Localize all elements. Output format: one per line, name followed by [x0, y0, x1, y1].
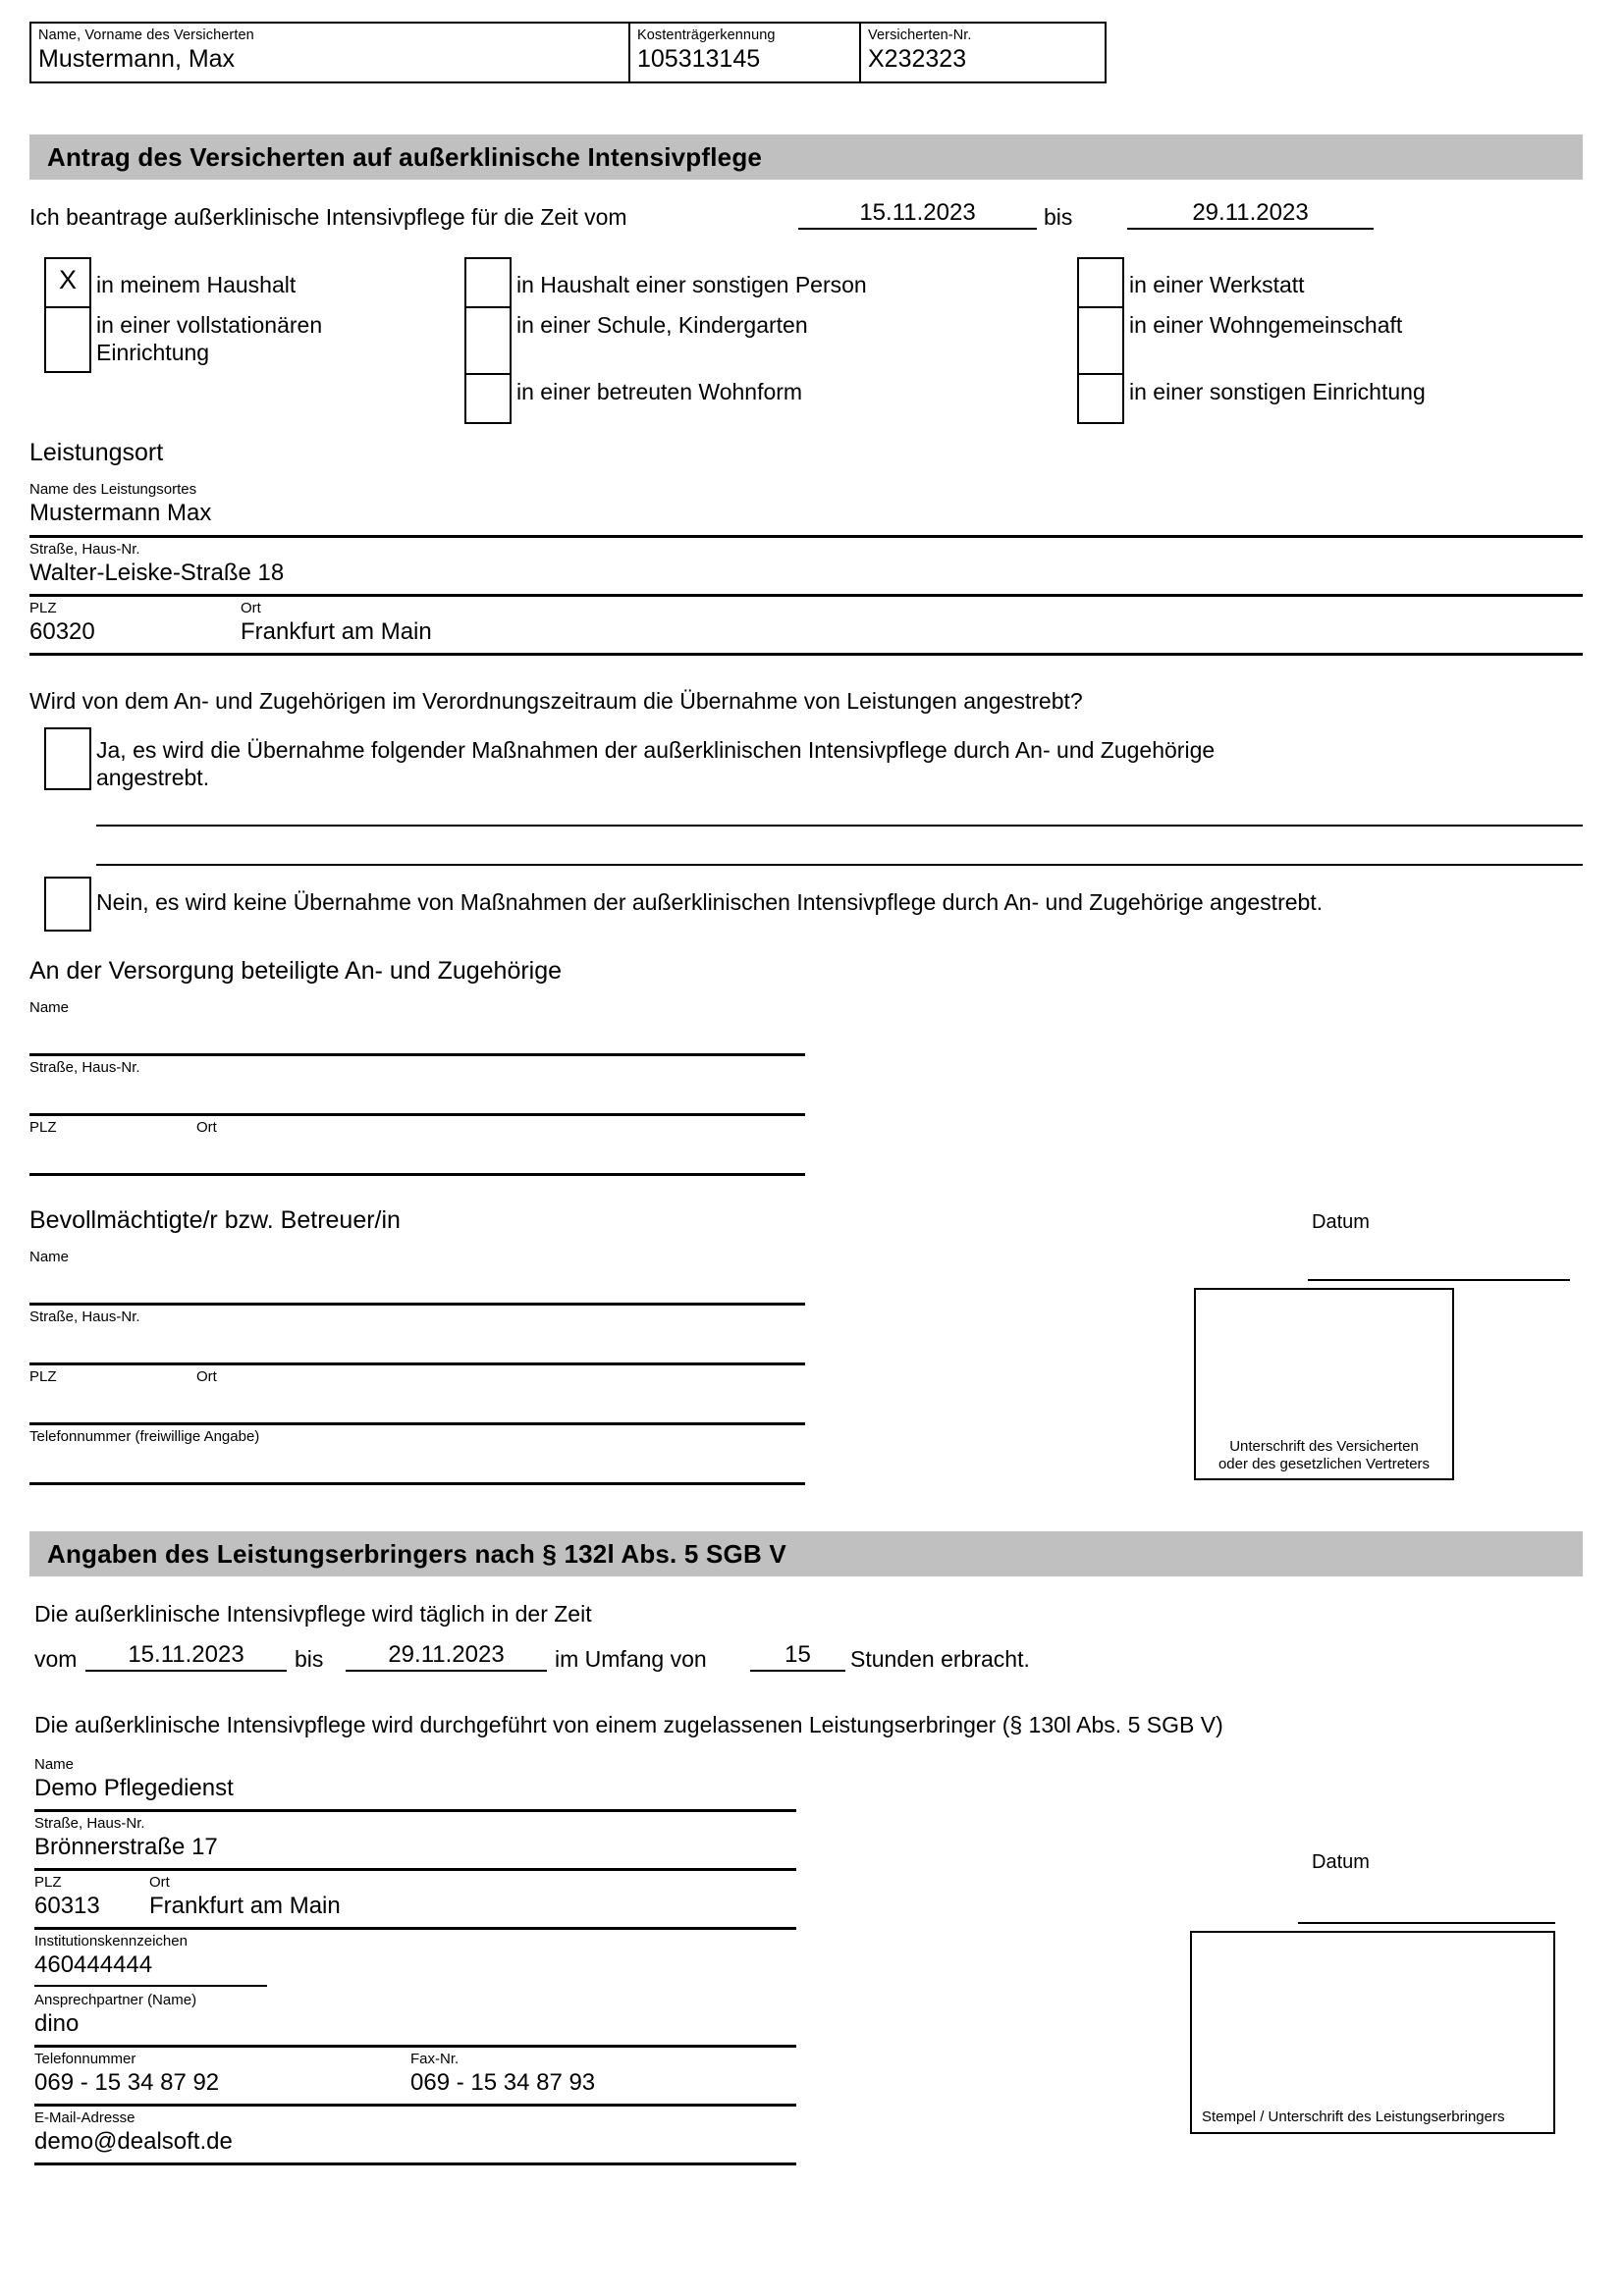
checkbox-in-einer-schule-kindergarten[interactable]: [464, 306, 512, 373]
leistungsort-plzort-rule: [29, 653, 1583, 656]
relatives-street-rule: [29, 1113, 805, 1116]
payer-id-value: 105313145: [637, 45, 761, 73]
label-in-einer-sonstigen-einrichtung: in einer sonstigen Einrichtung: [1129, 379, 1426, 404]
service-period-to[interactable]: 29.11.2023: [346, 1641, 547, 1672]
application-period-mid-label: bis: [1044, 204, 1073, 230]
label-einrichtung: Einrichtung: [96, 340, 210, 365]
provider-phone-label: Telefonnummer: [34, 2051, 136, 2067]
representative-phone-label: Telefonnummer (freiwillige Angabe): [29, 1428, 260, 1445]
checkbox-in-einer-vollstationaeren-einrichtung[interactable]: [44, 306, 91, 373]
leistungsort-plz-value[interactable]: 60320: [29, 618, 95, 645]
insured-header-table: [29, 22, 1107, 83]
provider-plz-value[interactable]: 60313: [34, 1893, 100, 1919]
application-period-prefix: Ich beantrage außerklinische Intensivpflege für die Zeit vom: [29, 204, 627, 230]
leistungsort-street-value[interactable]: Walter-Leiske-Straße 18: [29, 560, 285, 586]
provider-signature-caption: Stempel / Unterschrift des Leistungserbringers: [1202, 2109, 1505, 2125]
relatives-plzort-rule: [29, 1173, 805, 1176]
provider-datum-rule: [1298, 1922, 1555, 1924]
checkbox-in-haushalt-einer-sonstigen-person[interactable]: [464, 257, 512, 306]
service-period-from[interactable]: 15.11.2023: [85, 1641, 287, 1672]
label-in-einer-schule-kindergarten: in einer Schule, Kindergarten: [516, 312, 808, 338]
checkbox-answer-no[interactable]: [44, 877, 91, 932]
provider-fax-value[interactable]: 069 - 15 34 87 93: [410, 2069, 596, 2096]
location-options-column-3: [1077, 257, 1124, 424]
leistungsort-plz-label: PLZ: [29, 600, 57, 616]
provider-contact-rule: [34, 2045, 796, 2048]
checkbox-answer-yes[interactable]: [44, 727, 91, 790]
relatives-street-label: Straße, Haus-Nr.: [29, 1059, 140, 1076]
section1-header-bar: [29, 134, 1583, 180]
checkbox-in-einer-sonstigen-einrichtung[interactable]: [1077, 373, 1124, 424]
payer-id-label: Kostenträgerkennung: [637, 27, 776, 43]
provider-street-label: Straße, Haus-Nr.: [34, 1815, 145, 1832]
provider-phonefax-rule: [34, 2104, 796, 2107]
application-period-to[interactable]: 29.11.2023: [1127, 199, 1374, 230]
umfang-label: im Umfang von: [555, 1646, 707, 1672]
checkbox-in-einer-wohngemeinschaft[interactable]: [1077, 306, 1124, 373]
provider-plzort-rule: [34, 1927, 796, 1930]
label-in-meinem-haushalt: in meinem Haushalt: [96, 272, 297, 297]
leistungsort-name-label: Name des Leistungsortes: [29, 481, 197, 498]
answer-yes-line1: Ja, es wird die Übernahme folgender Maßnahmen der außerklinischen Intensivpflege durch An- und Zugehörige: [96, 737, 1216, 763]
leistungsort-ort-value[interactable]: Frankfurt am Main: [241, 618, 432, 645]
representative-street-label: Straße, Haus-Nr.: [29, 1308, 140, 1325]
insured-signature-box[interactable]: [1194, 1288, 1454, 1480]
leistungsort-street-label: Straße, Haus-Nr.: [29, 541, 140, 558]
label-in-einer-werkstatt: in einer Werkstatt: [1129, 272, 1305, 297]
representative-heading: Bevollmächtigte/r bzw. Betreuer/in: [29, 1206, 401, 1234]
provider-statement: Die außerklinische Intensivpflege wird durchgeführt von einem zugelassenen Leistungserbringer (§ 130l Abs. 5 SGB V): [34, 1712, 1223, 1737]
checkbox-in-meinem-haushalt[interactable]: [44, 257, 91, 306]
provider-contact-value[interactable]: dino: [34, 2010, 80, 2037]
insured-datum-label: Datum: [1312, 1211, 1370, 1233]
stunden-label: Stunden erbracht.: [850, 1646, 1030, 1672]
provider-contact-label: Ansprechpartner (Name): [34, 1992, 197, 2008]
leistungsort-street-rule: [29, 594, 1583, 597]
provider-plz-label: PLZ: [34, 1874, 62, 1891]
leistungsort-ort-label: Ort: [241, 600, 261, 616]
representative-plz-label: PLZ: [29, 1368, 57, 1385]
provider-fax-label: Fax-Nr.: [410, 2051, 460, 2067]
provider-name-value[interactable]: Demo Pflegedienst: [34, 1775, 234, 1801]
insured-name-label: Name, Vorname des Versicherten: [38, 27, 254, 43]
insured-signature-caption: [1196, 1438, 1452, 1473]
representative-name-label: Name: [29, 1249, 70, 1265]
provider-email-label: E-Mail-Adresse: [34, 2109, 135, 2126]
section1-title: Antrag des Versicherten auf außerklinische Intensivpflege: [47, 142, 763, 172]
insured-number-cell: [859, 24, 1105, 81]
relatives-plz-label: PLZ: [29, 1119, 57, 1136]
provider-name-label: Name: [34, 1756, 75, 1773]
provider-signature-box[interactable]: [1190, 1931, 1555, 2134]
provider-email-rule: [34, 2163, 796, 2165]
provider-phone-value[interactable]: 069 - 15 34 87 92: [34, 2069, 220, 2096]
relatives-name-label: Name: [29, 999, 70, 1016]
relatives-ort-label: Ort: [196, 1119, 217, 1136]
representative-street-rule: [29, 1362, 805, 1365]
provider-datum-label: Datum: [1312, 1851, 1370, 1873]
label-in-haushalt-einer-sonstigen-person: in Haushalt einer sonstigen Person: [516, 272, 867, 297]
insured-name-cell: [31, 24, 628, 81]
relatives-question: Wird von dem An- und Zugehörigen im Verordnungszeitraum die Übernahme von Leistungen angestrebt?: [29, 688, 1083, 714]
answer-yes-line2: angestrebt.: [96, 765, 210, 790]
provider-ort-value[interactable]: Frankfurt am Main: [149, 1893, 341, 1919]
insured-datum-rule: [1308, 1279, 1570, 1281]
insured-name-value: Mustermann, Max: [38, 45, 236, 73]
section2-title: Angaben des Leistungserbringers nach § 132l Abs. 5 SGB V: [47, 1539, 786, 1569]
insured-number-value: X232323: [868, 45, 967, 73]
provider-ik-value[interactable]: 460444444: [34, 1951, 153, 1978]
provider-ik-label: Institutionskennzeichen: [34, 1933, 188, 1949]
checkbox-in-einer-betreuten-wohnform[interactable]: [464, 373, 512, 424]
vom-label: vom: [34, 1646, 78, 1672]
leistungsort-heading: Leistungsort: [29, 439, 164, 466]
insured-signature-caption-line1: Unterschrift des Versicherten: [1229, 1438, 1419, 1455]
provider-street-rule: [34, 1868, 796, 1871]
relatives-name-rule: [29, 1053, 805, 1056]
relatives-measures-line-1[interactable]: [96, 825, 1583, 827]
representative-plzort-rule: [29, 1422, 805, 1425]
service-hours-value[interactable]: 15: [750, 1641, 845, 1672]
application-period-from[interactable]: 15.11.2023: [798, 199, 1037, 230]
provider-name-rule: [34, 1809, 796, 1812]
checkbox-in-einer-werkstatt[interactable]: [1077, 257, 1124, 306]
provider-email-value[interactable]: demo@dealsoft.de: [34, 2128, 233, 2155]
representative-phone-rule: [29, 1482, 805, 1485]
label-in-einer-betreuten-wohnform: in einer betreuten Wohnform: [516, 379, 803, 404]
label-in-einer-vollstationaeren: in einer vollstationären: [96, 312, 323, 338]
location-options-column-1: [44, 257, 91, 373]
insured-signature-caption-line2: oder des gesetzlichen Vertreters: [1217, 1456, 1431, 1472]
representative-ort-label: Ort: [196, 1368, 217, 1385]
section2-header-bar: [29, 1531, 1583, 1576]
leistungsort-name-value[interactable]: Mustermann Max: [29, 500, 212, 526]
provider-ik-rule: [34, 1985, 267, 1987]
relatives-measures-line-2[interactable]: [96, 864, 1583, 866]
daily-time-statement: Die außerklinische Intensivpflege wird täglich in der Zeit: [34, 1601, 592, 1627]
label-in-einer-wohngemeinschaft: in einer Wohngemeinschaft: [1129, 312, 1403, 338]
leistungsort-name-rule: [29, 535, 1583, 538]
location-options-column-2: [464, 257, 512, 424]
provider-ort-label: Ort: [149, 1874, 170, 1891]
payer-id-cell: [628, 24, 859, 81]
provider-street-value[interactable]: Brönnerstraße 17: [34, 1834, 218, 1860]
relatives-heading: An der Versorgung beteiligte An- und Zugehörige: [29, 957, 563, 985]
bis-label: bis: [295, 1646, 324, 1672]
insured-number-label: Versicherten-Nr.: [868, 27, 972, 43]
representative-name-rule: [29, 1303, 805, 1306]
answer-no-label: Nein, es wird keine Übernahme von Maßnahmen der außerklinischen Intensivpflege durch An- und Zugehörige angestrebt.: [96, 889, 1324, 915]
